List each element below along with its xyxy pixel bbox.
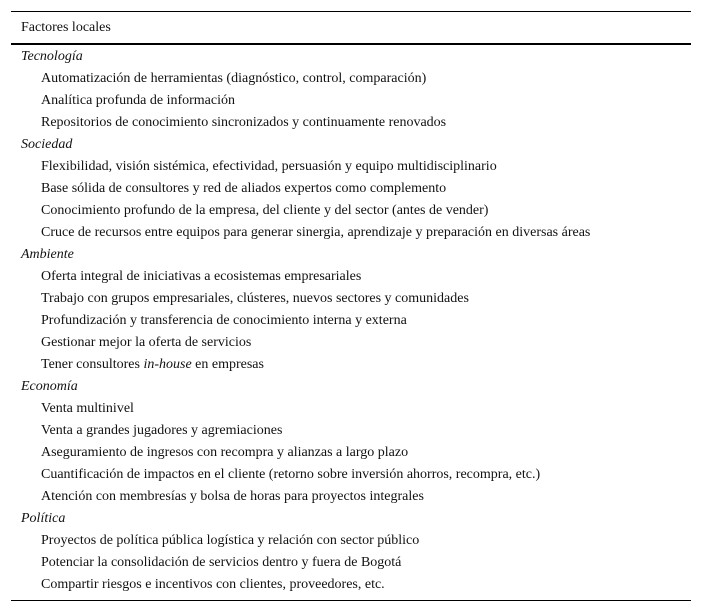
category-politica: Política — [21, 511, 66, 526]
table-body — [11, 45, 691, 596]
in-house-after: en empresas — [191, 357, 264, 372]
table-row: Potenciar la consolidación de servicios dentro y fuera de Bogotá — [41, 555, 402, 570]
table-row: Profundización y transferencia de conocimiento interna y externa — [41, 313, 407, 328]
table-bottom-rule — [11, 600, 691, 601]
in-house-emphasis: in-house — [143, 357, 192, 372]
category-ambiente: Ambiente — [21, 247, 74, 262]
table-row: Conocimiento profundo de la empresa, del cliente y del sector (antes de vender) — [41, 203, 489, 218]
category-sociedad: Sociedad — [21, 137, 73, 152]
table-row: Analítica profunda de información — [41, 93, 235, 108]
table-row: Venta a grandes jugadores y agremiaciones — [41, 423, 283, 438]
table-row: Aseguramiento de ingresos con recompra y alianzas a largo plazo — [41, 445, 409, 460]
factores-locales-table — [11, 11, 691, 601]
table-row: Venta multinivel — [41, 401, 134, 416]
table-row: Base sólida de consultores y red de aliados expertos como complemento — [41, 181, 447, 196]
category-tecnologia: Tecnología — [21, 49, 83, 64]
table-header: Factores locales — [11, 12, 691, 45]
table-row: Cruce de recursos entre equipos para generar sinergia, aprendizaje y preparación en diversas áreas — [41, 225, 591, 240]
table-row: Gestionar mejor la oferta de servicios — [41, 335, 252, 350]
table-row: Repositorios de conocimiento sincronizados y continuamente renovados — [41, 115, 447, 130]
table-row: Automatización de herramientas (diagnóstico, control, comparación) — [41, 71, 427, 86]
table-row: Trabajo con grupos empresariales, clústeres, nuevos sectores y comunidades — [41, 291, 469, 306]
table-row: Compartir riesgos e incentivos con clientes, proveedores, etc. — [41, 577, 385, 592]
table-row: Atención con membresías y bolsa de horas para proyectos integrales — [41, 489, 424, 504]
table-row: Flexibilidad, visión sistémica, efectividad, persuasión y equipo multidisciplinario — [41, 159, 497, 174]
table-row-in-house — [11, 354, 691, 376]
table-row: Proyectos de política pública logística y relación con sector público — [41, 533, 420, 548]
category-economia: Economía — [21, 379, 78, 394]
table-row: Oferta integral de iniciativas a ecosistemas empresariales — [41, 269, 362, 284]
table-row: Cuantificación de impactos en el cliente (retorno sobre inversión ahorros, recompra, etc.) — [41, 467, 541, 482]
in-house-before: Tener consultores — [41, 357, 144, 372]
